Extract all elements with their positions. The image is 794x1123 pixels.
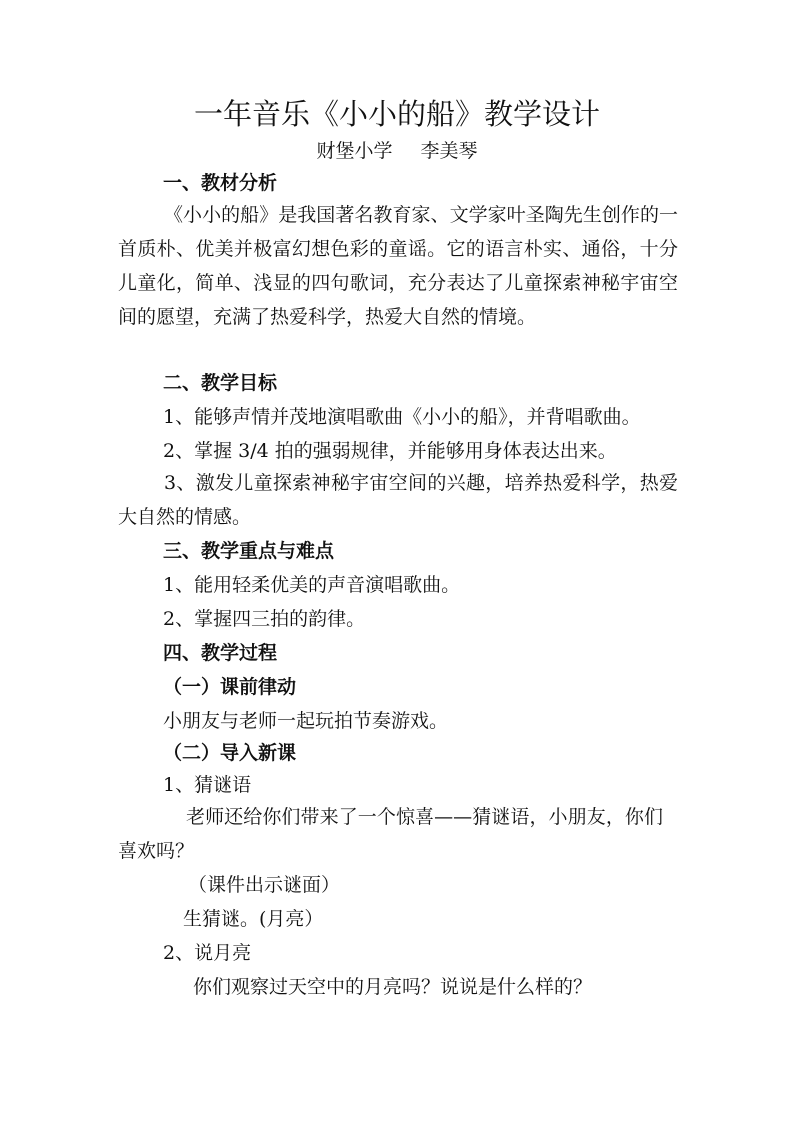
key-point-1: 1、能用轻柔优美的声音演唱歌曲。	[163, 574, 461, 596]
author-name: 李美琴	[420, 140, 478, 162]
section-heading-key-points: 三、教学重点与难点	[163, 540, 335, 562]
goal-item-1: 1、能够声情并茂地演唱歌曲《小小的船》，并背唱歌曲。	[163, 406, 641, 428]
step-riddle-heading: 1、猜谜语	[163, 774, 252, 796]
section-heading-analysis: 一、教材分析	[163, 172, 278, 194]
step-moon-heading: 2、说月亮	[163, 942, 252, 964]
goal-item-2: 2、掌握 3/4 拍的强弱规律，并能够用身体表达出来。	[163, 440, 617, 462]
document-title: 一年音乐《小小的船》教学设计	[193, 97, 600, 131]
section-heading-goals: 二、教学目标	[163, 372, 278, 394]
key-point-2: 2、掌握四三拍的韵律。	[163, 608, 366, 630]
goal-item-3: 3、激发儿童探索神秘宇宙空间的兴趣，培养热爱科学，热爱大自然的情感。	[118, 472, 678, 528]
riddle-answer: 生猜谜。(月亮）	[183, 908, 324, 930]
warmup-text: 小朋友与老师一起玩拍节奏游戏。	[163, 710, 449, 732]
subsection-heading-warmup: （一）课前律动	[163, 676, 297, 698]
moon-question: 你们观察过天空中的月亮吗？说说是什么样的？	[193, 976, 593, 998]
riddle-paragraph: 老师还给你们带来了一个惊喜——猜谜语，小朋友，你们喜欢吗？	[118, 806, 663, 862]
section-heading-process: 四、教学过程	[163, 642, 278, 664]
school-name: 财堡小学	[316, 140, 393, 162]
subsection-heading-intro: （二）导入新课	[163, 742, 297, 764]
analysis-paragraph: 《小小的船》是我国著名教育家、文学家叶圣陶先生创作的一首质朴、优美并极富幻想色彩的童谣。它的语言朴实、通俗，十分儿童化，简单、浅显的四句歌词，充分表达了儿童探索神秘宇宙空间的愿望，充满了热爱科学，热爱大自然的情境。	[118, 204, 678, 328]
courseware-note: （课件出示谜面）	[188, 874, 341, 896]
author-line	[0, 138, 794, 164]
